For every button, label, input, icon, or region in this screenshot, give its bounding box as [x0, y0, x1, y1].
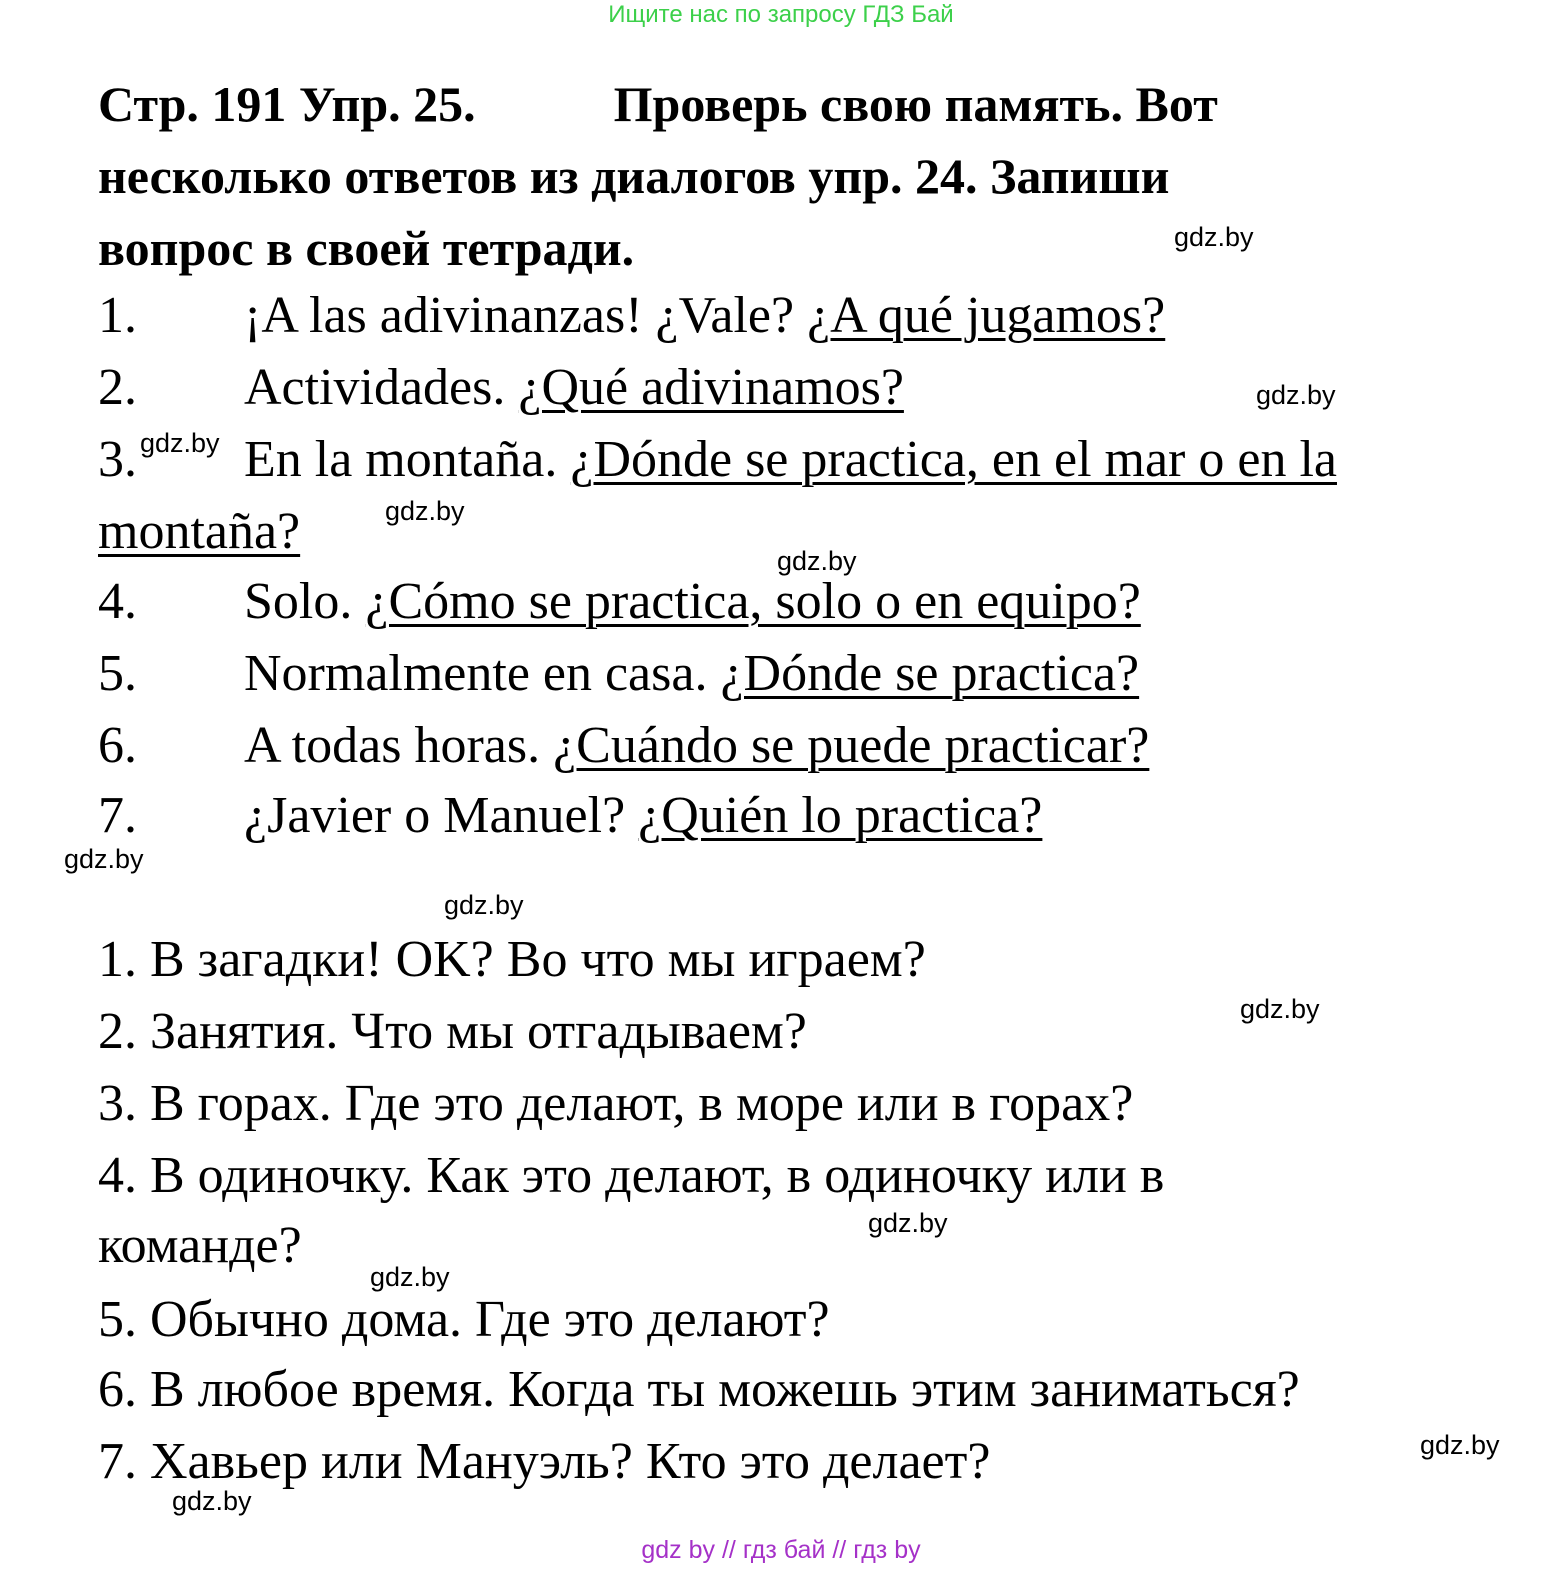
item-number: 7.: [98, 787, 137, 844]
item-number: 1.: [98, 287, 137, 344]
heading-task-start: Проверь свою память. Вот: [613, 76, 1218, 132]
item-number: 6.: [98, 717, 137, 774]
item-number: 3.: [98, 431, 137, 488]
russian-item-7: 7. Хавьер или Мануэль? Кто это делает?: [98, 1433, 991, 1490]
item-text: Normalmente en casa.: [244, 645, 708, 702]
item-answer: ¿Dónde se practica?: [720, 645, 1140, 702]
heading-line-2: несколько ответов из диалогов упр. 24. Запиши: [98, 148, 1170, 204]
item-number: 2.: [98, 359, 137, 416]
item-number: 5.: [98, 645, 137, 702]
spanish-item-3: [98, 424, 1337, 496]
spanish-item-7: [98, 780, 1042, 852]
spanish-item-6: [98, 710, 1149, 782]
exercise-heading: [98, 68, 1478, 284]
watermark: gdz.by: [777, 546, 857, 576]
russian-item-5: 5. Обычно дома. Где это делают?: [98, 1291, 830, 1348]
item-answer: ¿A qué jugamos?: [807, 287, 1166, 344]
item-text: A todas horas.: [244, 717, 541, 774]
russian-item-4: 4. В одиночку. Как это делают, в одиночку или в: [98, 1147, 1165, 1204]
item-number: 4.: [98, 573, 137, 630]
item-text: ¡A las adivinanzas! ¿Vale?: [244, 287, 795, 344]
russian-item-1: 1. В загадки! OK? Во что мы играем?: [98, 931, 926, 988]
item-text: En la montaña.: [244, 431, 558, 488]
watermark: gdz.by: [868, 1208, 948, 1238]
spanish-item-3-continued: [98, 496, 300, 568]
watermark: gdz.by: [1420, 1430, 1500, 1460]
item-text: Actividades.: [244, 359, 506, 416]
item-answer: ¿Cómo se practica, solo o en equipo?: [365, 573, 1141, 630]
spanish-item-1: [98, 280, 1165, 352]
spanish-item-2: [98, 352, 904, 424]
top-banner: Ищите нас по запросу ГДЗ Бай: [608, 1, 954, 28]
watermark: gdz.by: [1174, 222, 1254, 252]
watermark: gdz.by: [172, 1486, 252, 1516]
item-text: ¿Javier o Manuel?: [244, 787, 626, 844]
watermark: gdz.by: [1240, 994, 1320, 1024]
watermark: gdz.by: [444, 890, 524, 920]
item-answer: ¿Qué adivinamos?: [518, 359, 904, 416]
watermark: gdz.by: [1256, 380, 1336, 410]
russian-item-3: 3. В горах. Где это делают, в море или в горах?: [98, 1075, 1134, 1132]
spanish-item-5: [98, 638, 1139, 710]
item-answer-continued: montaña?: [98, 503, 301, 560]
heading-page-ref: Стр. 191 Упр. 25.: [98, 76, 476, 132]
watermark: gdz.by: [64, 844, 144, 874]
footer-links: gdz by // гдз бай // гдз by: [641, 1536, 921, 1564]
watermark: gdz.by: [140, 428, 220, 458]
spanish-item-4: [98, 566, 1141, 638]
watermark: gdz.by: [385, 496, 465, 526]
item-text: Solo.: [244, 573, 353, 630]
item-answer: ¿Dónde se practica, en el mar o en la: [570, 431, 1337, 488]
item-answer: ¿Cuándo se puede practicar?: [553, 717, 1150, 774]
russian-item-4-continued: команде?: [98, 1217, 302, 1274]
russian-item-2: 2. Занятия. Что мы отгадываем?: [98, 1003, 807, 1060]
heading-line-3: вопрос в своей тетради.: [98, 220, 635, 276]
watermark: gdz.by: [370, 1262, 450, 1292]
russian-item-6: 6. В любое время. Когда ты можешь этим заниматься?: [98, 1361, 1300, 1418]
item-answer: ¿Quién lo practica?: [638, 787, 1043, 844]
heading-line-1: [98, 68, 1478, 140]
